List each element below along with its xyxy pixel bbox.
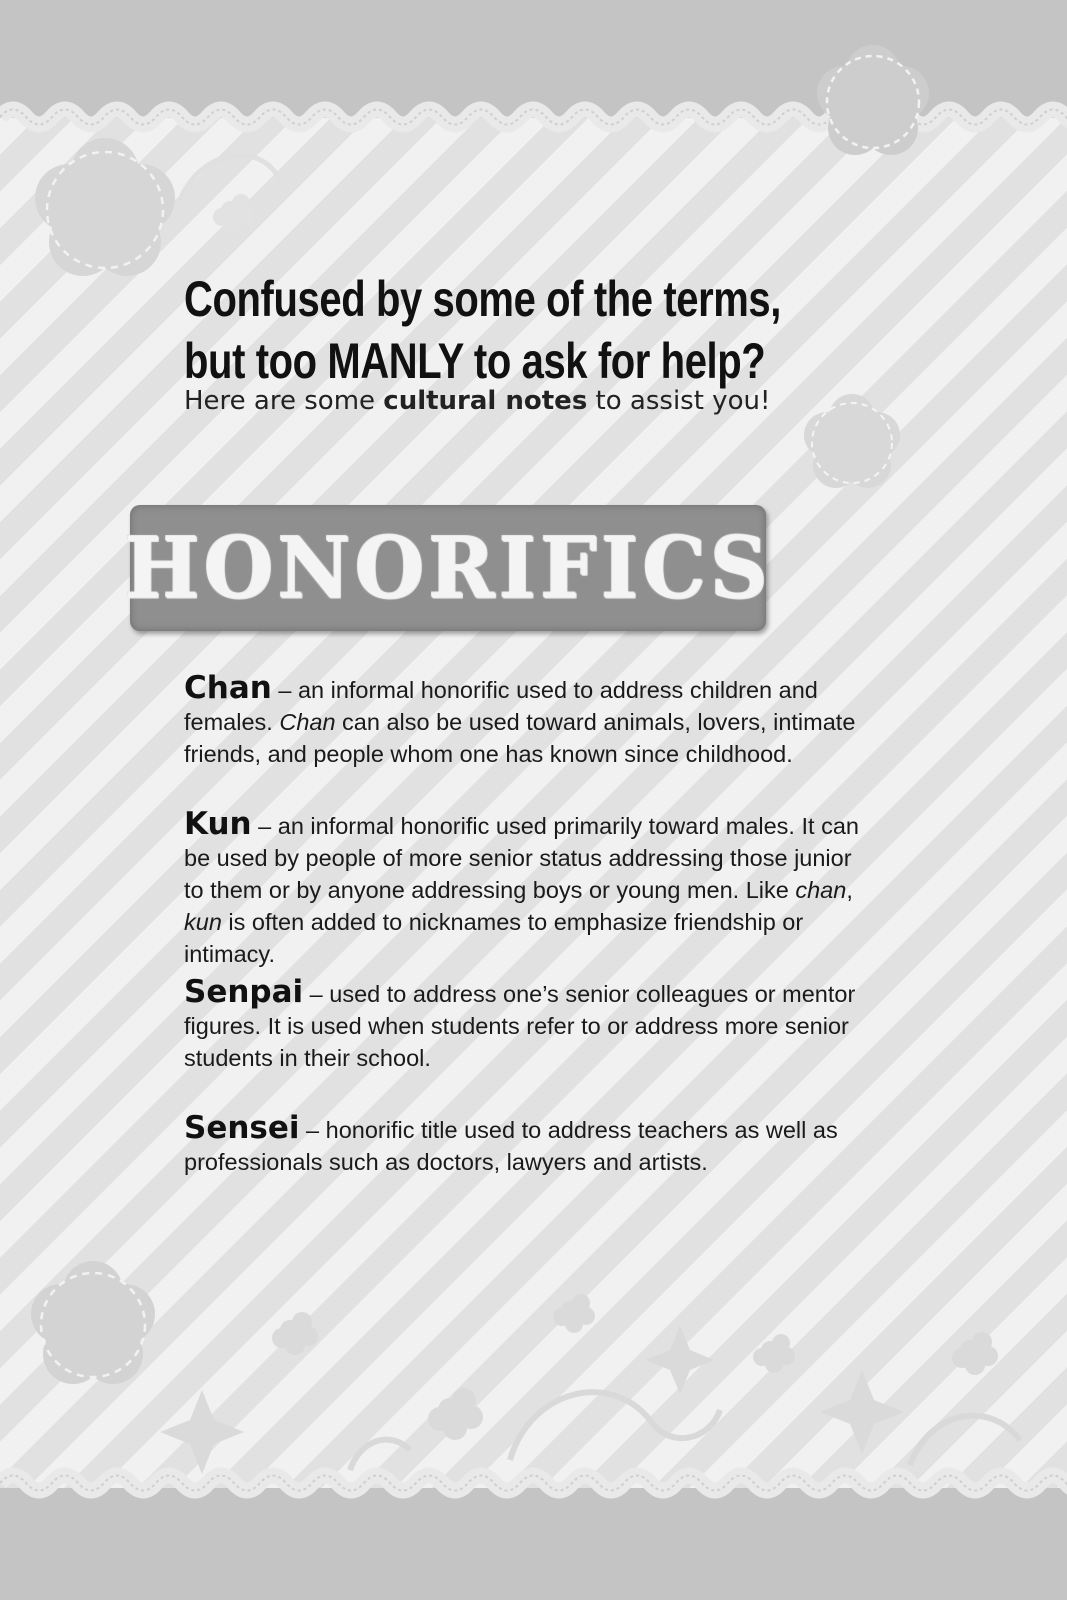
entry-text: – an informal honorific used to address children and females. <box>184 677 818 735</box>
headline-line-2: but too MANLY to ask for help? <box>184 333 766 389</box>
headline-line-1: Confused by some of the terms, <box>184 271 781 327</box>
entry-text: – honorific title used to address teachers as well as professionals such as doctors, lawyers and artists. <box>184 1117 838 1175</box>
flower-patch-icon <box>808 40 938 165</box>
entry-text: , <box>846 877 853 903</box>
entry-term: Chan <box>184 670 272 706</box>
entry-text: can also be used toward animals, lovers, intimate friends, and people whom one has known since childhood. <box>184 709 856 767</box>
honorific-entry-senpai <box>184 976 874 1074</box>
entry-text: – an informal honorific used primarily toward males. It can be used by people of more senior status addressing those junior to them or by anyone addressing boys or young men. Like <box>184 813 859 903</box>
section-title: HONORIFICS <box>124 518 772 618</box>
entry-italic-term: kun <box>184 909 222 935</box>
entry-italic-term: Chan <box>279 709 336 735</box>
honorific-entry-chan <box>184 672 874 770</box>
entry-term: Kun <box>184 806 252 842</box>
subhead-suffix: to assist you! <box>587 386 771 416</box>
page-headline <box>184 268 792 392</box>
subheadline <box>184 386 770 416</box>
honorific-entry-sensei <box>184 1112 874 1178</box>
entry-italic-term: chan <box>795 877 847 903</box>
floral-swirl-decoration <box>170 140 300 250</box>
entry-text: is often added to nicknames to emphasize friendship or intimacy. <box>184 909 804 967</box>
honorific-entry-kun <box>184 808 874 970</box>
flower-patch-icon <box>18 1255 168 1395</box>
section-banner <box>124 505 772 631</box>
floral-swirl-decoration <box>150 1290 1050 1480</box>
entry-term: Senpai <box>184 974 304 1010</box>
entry-text: – used to address one’s senior colleagues or mentor figures. It is used when students refer to or address more senior students in their school. <box>184 981 856 1071</box>
subhead-bold: cultural notes <box>383 386 588 416</box>
subhead-prefix: Here are some <box>184 386 384 416</box>
flower-patch-icon <box>795 388 910 498</box>
flower-patch-icon <box>20 135 190 285</box>
entry-term: Sensei <box>184 1110 300 1146</box>
